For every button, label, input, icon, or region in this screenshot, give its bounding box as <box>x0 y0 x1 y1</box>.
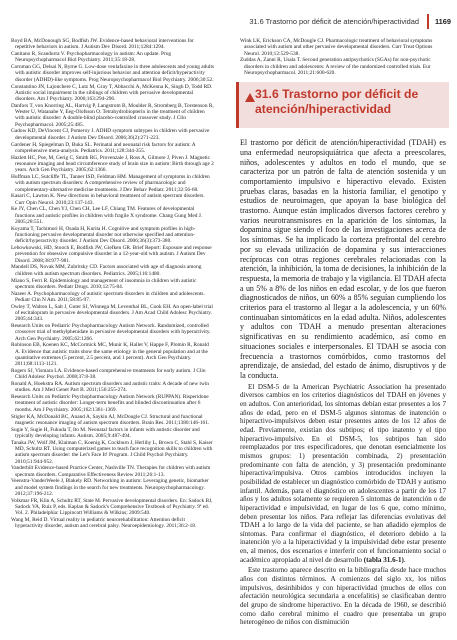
body-paragraph-2 <box>240 383 446 565</box>
reference-item: Gadow KD, DeVincent CJ, Pomeroy J. ADHD symptom subtypes in children with pervasive developmental disorder. J Autism Dev Disord. 2006;36(2):271-223. <box>11 128 210 141</box>
body-paragraph-3: Este trastorno aparece descrito en la bibliografía desde hace muchos años con distintos términos. A comienzos del siglo xx, los niños impulsivos, desinhibidos y con hiperactividad (muchos de ellos con afectación neurológica secundaria a encefalitis) se clasificaban dentro del grupo de síndrome hiperactivo. En la década de 1960, se describió como daño cerebral mínimo el cuadro que presentaba un grupo heterogéneo de niños con disminución <box>240 566 446 627</box>
reference-item: Constantino JN, Lajonchere C, Lutz M, Gray T, Abbacchi A, McKenna K, Singh D, Todd RD. Autistic social impairment in the siblings of children with pervasive developmental disorders. Am J Psychiatry. 2006;163:294-296. <box>11 83 213 103</box>
reference-item: Danfors T, von Knorring AL, Hartvig P, Langstrom B, Moulder R, Stromberg B, Torstenson R, Wester U, Watanabe Y, Eeg-Olofsson O. Tetrahydrobiopterin in the treatment of children with autistic disorder: A double-blind placebo-controlled crossover study. J Clin Psychopharmacol. 2005;25:485. <box>11 102 214 128</box>
reference-item: Volkmar FR, Klin A, Schultz RT, State M. Pervasive developmental disorders. En: Sadock BJ, Sadock VA, Ruiz P, eds. Kaplan & Sadock's Comprehensive Textbook of Psychiatry. 9ª ed. Vol. 2. Philadelphia: Lippincott Williams & Wilkins; 2009:540. <box>11 497 213 517</box>
reference-item: Hazlett HC, Poe, M, Gerig C, Smith RG, Provenzale J, Ross A, Gilmore J, Piven J. Magnetic resonance imaging and head circumference study of brain size in autism: Birth through age 2 years. Arch Gen Psychiatry. 2005;62:1366. <box>11 154 214 174</box>
reference-item: Research Units on Pediatric Psychopharmacology Autism Network. Randomized, controlled crossover trial of methylphenidate in pervasive developmental disorders with hyperactivity. Arch Gen Psychiatry. 2005;62:1266. <box>11 323 211 342</box>
reference-item: Stigler KA, McDonald BC, Anand A, Saykin AJ, McDougle CJ. Structural and functional magnetic resonance imaging of autism spectrum disorders. Brain Res. 2011;1380:146-161. <box>11 413 210 426</box>
left-column-references <box>11 38 214 530</box>
reference-item: Huffman LC, Sutcliffe TL, Tanner ISD, Feldman HM. Management of symptoms in children with autism spectrum disorders: A comprehensive review of pharmacologic and complementary-alternative medicine treatments. J Dev Behav Pediatr. 2011;32:56-68. <box>11 174 210 193</box>
reference-item: Research Units on Pediatric Psychopharmacology Autism Network (RUPPAN). Risperidone treatment of autistic disorder: Longer-term benefits and blinded discontinuation after 6 months. Am J Psychiatry. 2005;162:1361-1369. <box>11 394 209 413</box>
reference-item: Zuddas A, Zanni R, Usala T. Second generation antipsychotics (SGAs) for non-psychotic disorders in children and adolescents: A review of the randomized controlled trials. Eur Neuropsychopharmacol. 2011;21:600-620. <box>240 57 431 76</box>
reference-item: Rogers SJ, Vismara LA. Evidence-based comprehensive treatments for early autism. J Clin Child Adolesc Psychol. 2008;37:8-38. <box>11 368 206 381</box>
reference-item: Lebowkowski, HD, Stooch E, Bodfish JW, Giefken GR. Brief Report: Exposure and response prevention for obsessive compulsive disorder in a 12-year-old with autism. J Autism Dev Disord. 2008;38:977-981. <box>11 245 212 264</box>
reference-item: Kasari C, Lawton K. New directions in behavioral treatment of autism spectrum disorders. Curr Opin Neurol. 2010;23:137-143. <box>11 193 205 206</box>
triangle-icon <box>245 93 255 102</box>
reference-item: Ronald A, Hoekstra RA. Autism spectrum disorders and autistic traits: A decade of new twin studies. Am J Med Genet Part B. 2011;156:255-274. <box>11 381 209 394</box>
header-divider <box>427 14 429 29</box>
reference-list-continued <box>240 38 446 76</box>
reference-item: Sugie Y, Sugie H, Fukuda T, Ito M. Neonatal factors in infants with autistic disorder and typically developing infants. Autism. 2005;9:487-494. <box>11 426 200 439</box>
body-paragraph-2-end: . <box>403 555 406 564</box>
running-header <box>0 8 457 28</box>
section-title-text: Trastorno por déficit de atención/hiperactividad <box>255 87 419 116</box>
reference-item: Vanderbilt Evidence-based Practice Center, Nashville TN. Therapies for children with autism spectrum disorders. Comparative Effectiveness Review 2011;26:1-13. <box>11 465 211 478</box>
reference-item: Canitano R, Scandurra V. Psychopharmacology in autism: An update. Prog Neuropsychopharmacol Biol Psychiatry. 2011;35:18-28. <box>11 51 172 64</box>
reference-item: Gardener H, Spiegelman D, Buka SL. Perinatal and neonatal risk factors for autism: A comprehensive meta-analysis. Pediatrics. 2011;128:344-355. <box>11 141 196 154</box>
section-title <box>255 87 441 116</box>
body-paragraph-1: El trastorno por déficit de atención/hiperactividad (TDAH) es una enfermedad neuropsiquiátrica que afecta a preescolares, niños, adolescentes y adultos en todo el mundo, que se caracteriza por un patrón de falta de atención sostenida y un comportamiento impulsivo e hiperactivo elevado. Existen pruebas claras, basadas en la historia familiar, el genotipo y estudios de neuroimagen, que apoyan la base biológica del trastorno. Aunque están implicados diversos factores cerebro y varios neurotransmisores en la aparición de los síntomas, la dopamina sigue siendo el foco de las investigaciones acerca de los síntomas. Se ha implicado la corteza prefrontal del cerebro por su elevada utilización de dopamina y sus interacciones recíprocas con otras regiones cerebrales relacionadas con la atención, la inhibición, la toma de decisiones, la inhibición de la respuesta, la memoria de trabajo y la vigilancia. El TDAH afecta a un 5% a 8% de los niños en edad escolar, y de los que fueron diagnosticados de niños, un 60% a 85% seguían cumpliendo los criterios para el trastorno al llegar a la adolescencia, y un 60% continuaban sintomáticos en la edad adulta. Niños, adolescentes y adultos con TDAH a menudo presentan alteraciones significativas en su rendimiento académico, así como en situaciones sociales e interpersonales. El TDAH se asocia con frecuencia a trastornos comórbidos, como trastornos del aprendizaje, de ansiedad, del estado de ánimo, disruptivos y de la conducta. <box>240 138 446 380</box>
section-number: 31.6 <box>255 87 279 102</box>
reference-item: Tanaka JW, Wolf JM, Klaiman C, Koenig K, Cockburn J, Herlihy L, Brown C, Stahl S, Kaiser MD, Schultz RT. Using computerized games to teach face recognition skills to children with autism spectrum disorder: the Let's Face It! Program. J Child Psychol Psychiatry. 2010;51:944-952. <box>11 439 213 465</box>
reference-item: Ke JY, Chen CL, Chen YJ, Chen CH, Lee LF, Chiang TM. Features of developmental functions and autistic profiles in children with fragile X syndrome. Chang Gung Med J. 2005;28:551. <box>11 206 203 225</box>
reference-item: Veenstra-VanderWeele J, Blakely RD. Networking in autism: Leveraging genetic, biomarker and model system findings in the search for new treatments. Neuropsychopharmacology. 2012;37:196-212. <box>11 478 209 497</box>
right-column <box>240 38 446 629</box>
reference-item: Miano S, Ferri R. Epidemiology and management of insomnia in children with autistic spectrum disorders. Pediatr Drugs. 2010;12:75-84. <box>11 277 197 290</box>
page-number: 1169 <box>434 17 451 26</box>
reference-item: Robinson EB, Koenen KC, McCormick MC, Munir K, Hallet V, Happe F, Plomin R, Ronald A. Evidence that autistic traits show the same etiology in the general population and at the quantitative extremes (5 percent, 2.5 percent, and 1 percent). Arch Gen Psychiatry. 2011;68:1113-1121. <box>11 342 209 368</box>
reference-item: Boyd BA, McDonough SG, Bodfish JW. Evidence-based behavioral interventions for repetitive behaviors in autism. J Autism Dev Disord. 2011;1284:1294. <box>11 38 194 51</box>
reference-item: Koyama T, Tachimori H, Osada H, Kurita H. Cognitive and symptom profiles in high-functioning pervasive developmental disorder not otherwise specified and attention-deficit/hyperactivity disorder. J Autism Dev Disord. 2006;36(3):373-380. <box>11 225 196 245</box>
body-paragraph-2-text: El DSM-5 de la American Psychiatric Association ha presentado diversos cambios en los criterios diagnósticos del TDAH en jóvenes y en adultos. Con anterioridad, los síntomas debían estar presentes a los 7 años de edad, pero en el DSM-5 algunos síntomas de inatención o hiperactivo-impulsivos deben estar presentes antes de los 12 años de edad. Previamente, existían dos subtipos; el tipo inatento y el tipo hiperactivo-impulsivo. En el DSM-5, los subtipos han sido reemplazados por tres especificadores, que denotan esencialmente los mismos grupos: 1) presentación combinada, 2) presentación predominante con falta de atención, y 3) presentación predominante hiperactiva/impulsiva. Otros cambios introducidos incluyen la posibilidad de establecer un diagnóstico comórbido de TDAH y autismo infantil. Además, para el diagnóstico en adolescentes a partir de los 17 años y los adultos solamente se requieren 5 síntomas de inatención o de hiperactividad e impulsividad, en lugar de los 6 que, como mínimo, deben presentar los niños. Para reflejar las diferencias evolutivas del TDAH a lo largo de la vida del paciente, se han añadido ejemplos de síntomas. Para confirmar el diagnóstico, el deterioro debido a la inatención y/o a la hiperactividad y la impulsividad debe estar presente en, al menos, dos escenarios e interferir con el funcionamiento social o académico apropiado al nivel de desarrollo <box>240 382 446 564</box>
reference-item: Cornman GG, Delsai N, Byrne G. Low-dose venlafaxine in three adolescents and young adults with autistic disorder improves self-injurious behavior and attention deficit/hyperactivity disorder (ADHD)-like symptoms. Prog Neuropsychopharmacol Biol Psychiatry. 2006;30:52. <box>11 64 215 83</box>
section-heading <box>236 82 449 128</box>
reference-item: Wang M, Reid D. Virtual reality in pediatric neurorehabilitation: Attention deficit hyperactivity disorder, autism and cerebral palsy. Neuroepidemiology. 2011;36:2-18. <box>11 517 197 530</box>
reference-item: Wink LK, Erickson CA, McDougle CJ. Pharmacologic treatment of behavioral symptoms associated with autism and other pervasive developmental disorders. Curr Treat Options Neurol. 2010;12:529-538. <box>240 38 433 57</box>
reference-item: Owley T, Walton L, Salt J, Guter SJ, Winnega M, Leventhal BL, Cook EH. An open-label trial of escitalopram in pervasive developmental disorders. J Am Acad Child Adolesc Psychiatry. 2005;44:343. <box>11 303 213 323</box>
reference-item: Mandell DS, Novak MM, Zubritsky CD. Factors associated with age of diagnosis among children with autism spectrum disorders. Pediatrics. 2005;116:1480. <box>11 264 202 277</box>
table-reference-link[interactable]: (tabla 31.6-1) <box>363 555 404 564</box>
running-title: 31.6 Trastorno por déficit de atención/hiperactividad <box>249 17 419 26</box>
reference-list <box>11 38 214 530</box>
reference-item: Nazeer A. Psychopharmacology of autistic spectrum disorders in children and adolescents. Pediatr Clin N Am. 2011;58:85-97. <box>11 290 205 303</box>
